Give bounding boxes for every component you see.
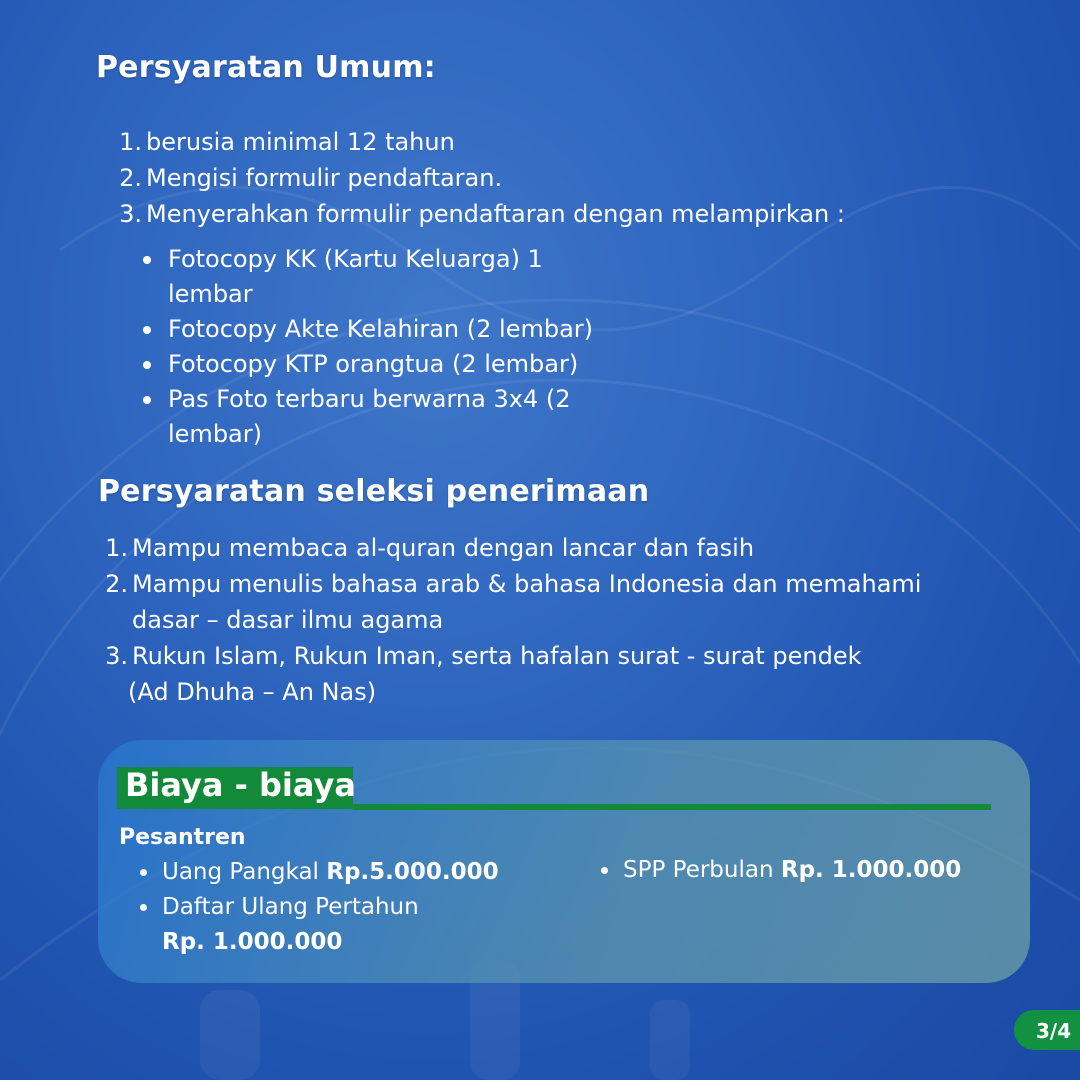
item-text: Mengisi formulir pendaftaran. [146, 164, 503, 192]
item-text-line2: lembar [168, 280, 253, 308]
fee-item [138, 890, 499, 960]
fee-amount: Rp.5.000.000 [326, 859, 499, 885]
item-text-line2: lembar) [168, 420, 262, 448]
item-text-line1: Mampu menulis bahasa arab & bahasa Indonesia dan memahami [132, 570, 922, 598]
fees-title: Biaya - biaya [125, 766, 356, 804]
item-text-line1: Mampu membaca al-quran dengan lancar dan fasih [132, 534, 755, 562]
item-text-line1: Fotocopy KTP orangtua (2 lembar) [168, 350, 579, 378]
fees-list-left [138, 855, 499, 960]
list-item [140, 347, 593, 382]
list-item [104, 530, 921, 566]
item-number: 2. [119, 164, 142, 192]
list-item [104, 638, 921, 710]
item-number: 2. [105, 570, 128, 598]
fee-amount: Rp. 1.000.000 [780, 857, 962, 883]
item-text: Menyerahkan formulir pendaftaran dengan melampirkan : [146, 200, 845, 228]
section-title-selection: Persyaratan seleksi penerimaan [98, 474, 650, 509]
selection-requirements-list [104, 530, 921, 710]
list-item [140, 382, 593, 452]
item-number: 1. [105, 534, 128, 562]
item-number: 3. [119, 200, 142, 228]
item-text-line1: Fotocopy KK (Kartu Keluarga) 1 [168, 245, 543, 273]
item-text-line2: dasar – dasar ilmu agama [132, 606, 444, 634]
fees-subtitle: Pesantren [119, 825, 246, 850]
item-text-line1: Pas Foto terbaru berwarna 3x4 (2 [168, 385, 571, 413]
section-title-general: Persyaratan Umum: [96, 50, 436, 85]
list-item [118, 124, 845, 160]
list-item [104, 566, 921, 638]
item-text: berusia minimal 12 tahun [146, 128, 455, 156]
page-number: 3/4 [1036, 1019, 1072, 1043]
list-item [140, 242, 593, 312]
fee-label: Uang Pangkal [162, 859, 327, 885]
list-item [118, 160, 845, 196]
fee-item [599, 853, 961, 888]
item-text-line2: (Ad Dhuha – An Nas) [128, 678, 377, 706]
fee-amount: Rp. 1.000.000 [162, 929, 343, 955]
fees-list-right [599, 853, 961, 888]
item-number: 1. [119, 128, 142, 156]
fee-item [138, 855, 499, 890]
attachment-list [140, 242, 593, 452]
fee-label: SPP Perbulan [623, 857, 781, 883]
list-item [118, 196, 845, 232]
item-text-line1: Rukun Islam, Rukun Iman, serta hafalan surat - surat pendek [132, 642, 862, 670]
fee-label: Daftar Ulang Pertahun [162, 894, 419, 920]
item-number: 3. [105, 642, 128, 670]
list-item [140, 312, 593, 347]
item-text-line1: Fotocopy Akte Kelahiran (2 lembar) [168, 315, 594, 343]
general-requirements-list [118, 124, 845, 232]
fees-title-underline [353, 804, 991, 810]
